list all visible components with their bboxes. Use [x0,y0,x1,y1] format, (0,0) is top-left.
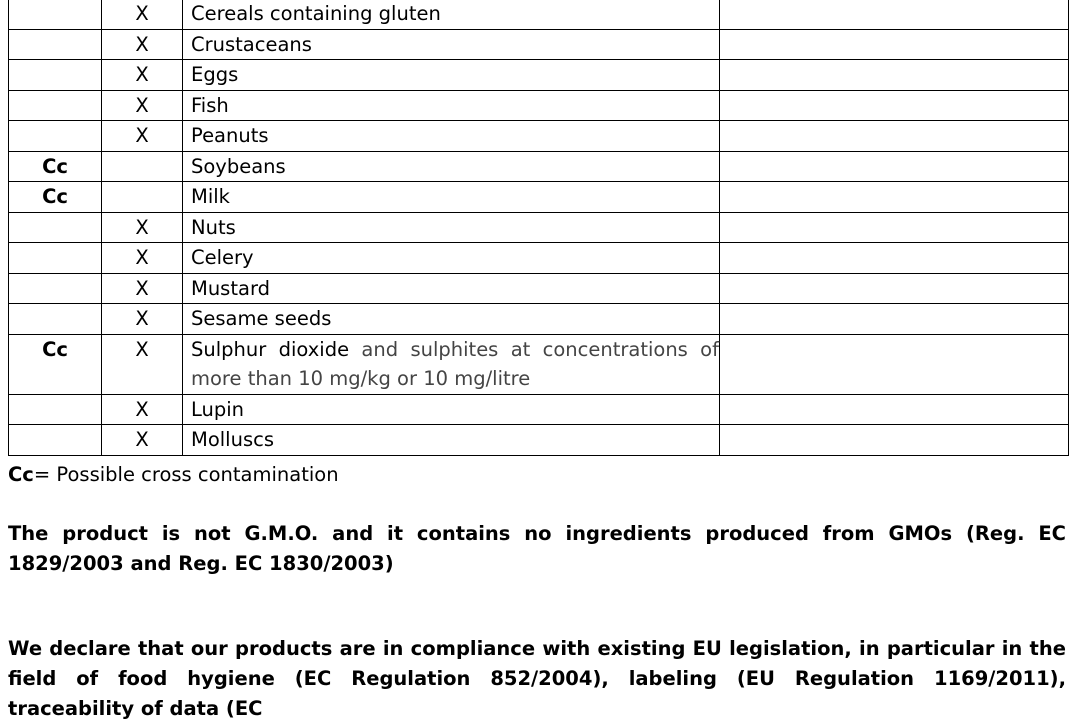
table-row [9,121,1069,152]
note-cell [720,0,1069,29]
allergen-name-cell: Molluscs [183,425,720,456]
allergen-name-cell [183,334,720,394]
absent-mark-cell: X [102,394,183,425]
note-cell [720,212,1069,243]
table-row [9,273,1069,304]
cross-contamination-cell [9,90,102,121]
allergen-name-cell: Nuts [183,212,720,243]
table-row [9,394,1069,425]
allergen-name-cell: Crustaceans [183,29,720,60]
cross-contamination-cell [9,243,102,274]
note-cell [720,151,1069,182]
note-cell [720,90,1069,121]
compliance-statement: We declare that our products are in compliance with existing EU legislation, in particular in the field of food hygiene (EC Regulation 852/2004), labeling (EU Regulation 1169/2011), traceability of data (EC [8,637,1066,720]
absent-mark-cell: X [102,212,183,243]
allergen-name-cell: Cereals containing gluten [183,0,720,29]
absent-mark-cell: X [102,273,183,304]
absent-mark-cell: X [102,29,183,60]
absent-mark-cell: X [102,0,183,29]
cross-contamination-cell [9,60,102,91]
allergen-name-cell: Celery [183,243,720,274]
cross-contamination-cell [9,0,102,29]
allergen-name-cell: Fish [183,90,720,121]
table-row [9,425,1069,456]
note-cell [720,29,1069,60]
allergen-name-cell: Mustard [183,273,720,304]
absent-mark-cell: X [102,425,183,456]
cross-contamination-cell: Cc [9,151,102,182]
cross-contamination-cell [9,273,102,304]
allergen-name-cell: Lupin [183,394,720,425]
legend-text: = Possible cross contamination [33,463,339,486]
gmo-statement: The product is not G.M.O. and it contains no ingredients produced from GMOs (Reg. EC 1829/2003 and Reg. EC 1830/2003) [8,522,1066,575]
table-row [9,304,1069,335]
absent-mark-cell: X [102,90,183,121]
table-row [9,243,1069,274]
allergen-name-cell: Milk [183,182,720,213]
note-cell [720,182,1069,213]
cross-contamination-cell: Cc [9,182,102,213]
table-row [9,60,1069,91]
cross-contamination-cell: Cc [9,334,102,394]
allergen-name-cell: Eggs [183,60,720,91]
table-row [9,334,1069,394]
absent-mark-cell: X [102,243,183,274]
note-cell [720,273,1069,304]
absent-mark-cell [102,151,183,182]
absent-mark-cell [102,182,183,213]
cross-contamination-cell [9,304,102,335]
note-cell [720,304,1069,335]
note-cell [720,394,1069,425]
absent-mark-cell: X [102,304,183,335]
allergen-name-detail: and sulphites at concentrations of more than 10 mg/kg or 10 mg/litre [191,337,719,390]
table-row [9,151,1069,182]
allergen-name-cell: Sesame seeds [183,304,720,335]
allergen-name-cell: Peanuts [183,121,720,152]
absent-mark-cell: X [102,121,183,152]
cross-contamination-cell [9,212,102,243]
absent-mark-cell: X [102,60,183,91]
note-cell [720,334,1069,394]
legend [8,462,339,488]
note-cell [720,425,1069,456]
absent-mark-cell: X [102,334,183,394]
cross-contamination-cell [9,394,102,425]
allergen-table [8,0,1069,456]
cross-contamination-cell [9,29,102,60]
note-cell [720,243,1069,274]
allergen-table-body [9,0,1069,455]
cross-contamination-cell [9,121,102,152]
table-row [9,90,1069,121]
allergen-name-main: Sulphur dioxide [191,337,350,361]
table-row [9,0,1069,29]
allergen-name-cell: Soybeans [183,151,720,182]
table-row [9,182,1069,213]
cross-contamination-cell [9,425,102,456]
table-row [9,212,1069,243]
note-cell [720,60,1069,91]
table-row [9,29,1069,60]
note-cell [720,121,1069,152]
legend-abbr: Cc [8,463,34,486]
